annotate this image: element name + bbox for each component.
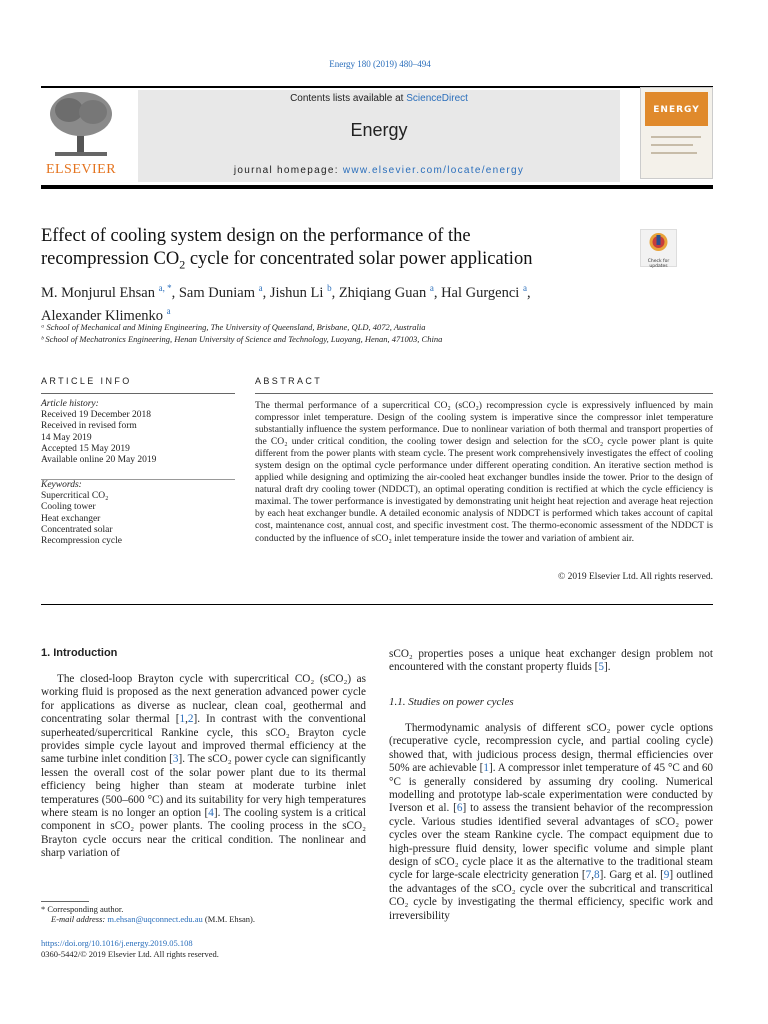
citation-link[interactable]: 7	[585, 869, 592, 882]
cover-band	[645, 92, 708, 126]
continued-paragraph	[389, 648, 713, 675]
email-suffix: (M.M. Ehsan).	[202, 914, 255, 924]
body-text: Thermodynamic analysis of different sCO₂ power cycle options (recuperative cycle, recompression cycle, and partial cooling cycle) showed that, with judicious process design, thermal efficiencies over 50% are achievable [	[389, 722, 713, 775]
doi-link[interactable]	[41, 938, 371, 949]
citation-link[interactable]: 1	[483, 762, 489, 775]
doi-text[interactable]: https://doi.org/10.1016/j.energy.2019.05.108	[41, 938, 193, 948]
journal-reference[interactable]: Energy 180 (2019) 480–494	[329, 59, 431, 69]
homepage-prefix: journal homepage:	[233, 165, 343, 176]
body-text: ] outlined the advantages of the sCO₂ cycle over the subcritical and transcritical CO₂ cycle by investigating the thermal efficiency, specific work and irreversibility	[389, 869, 713, 922]
abstract-rule	[255, 393, 713, 394]
publisher-name: ELSEVIER	[45, 162, 117, 177]
citation-link[interactable]: 8	[594, 869, 600, 882]
article-history-label: Article history:	[41, 399, 99, 409]
author-name[interactable]: M. Monjurul Ehsan	[41, 284, 155, 301]
keyword: Supercritical CO₂	[41, 491, 109, 502]
citation-link[interactable]: 2	[187, 713, 194, 726]
author-affiliation-mark[interactable]: b	[327, 283, 332, 293]
cover-line	[651, 136, 701, 138]
journal-title: Energy	[350, 120, 408, 140]
abstract-copyright: © 2019 Elsevier Ltd. All rights reserved.	[558, 572, 713, 582]
title-line-2-post: cycle for concentrated solar power application	[185, 249, 533, 269]
author-name[interactable]: Jishun Li	[269, 284, 324, 301]
journal-banner	[138, 90, 620, 182]
sciencedirect-link[interactable]: ScienceDirect	[406, 93, 468, 104]
title-line-1: Effect of cooling system design on the performance of the	[41, 226, 471, 246]
homepage-line	[138, 165, 620, 176]
citation-link[interactable]: 1	[179, 713, 186, 726]
article-title	[41, 225, 631, 277]
keyword: Cooling tower	[41, 502, 96, 513]
body-text: sCO₂ properties poses a unique heat exchanger design problem not encountered with the constant property fluids [	[389, 648, 713, 674]
body-separator-rule	[41, 604, 713, 605]
body-text: ]. A compressor inlet temperature of 45 °C and 60 °C is generally considered by assuming dry cooling. Numerical modelling and prototype lab-scale experimentation were conducted by Iverson et al. [	[389, 762, 714, 815]
title-line-2-pre: recompression CO	[41, 249, 180, 269]
crossmark-icon	[641, 230, 676, 254]
author-name[interactable]: Hal Gurgenci	[441, 284, 520, 301]
abstract-heading: ABSTRACT	[255, 376, 323, 386]
subsection-heading-power-cycles: 1.1. Studies on power cycles	[389, 696, 514, 708]
header-top-rule	[41, 86, 713, 88]
email-link[interactable]: m.ehsan@uqconnect.edu.au	[107, 914, 203, 924]
body-text: ]. Garg et al. [	[599, 869, 664, 882]
author-affiliation-mark[interactable]: a	[258, 283, 263, 293]
cover-line	[651, 144, 693, 146]
intro-text: ]. The sCO₂ power cycle can significantly lessen the overall cost of the solar power plant due to its thermal efficiency being higher than steam at moderate turbine inlet temperatures (500–600 °C) and its suitability for very high temperatures where steam is no longer an option [	[41, 753, 366, 820]
intro-text: ]. The cooling system is a critical component in sCO₂ power plants. The cooling process in the sCO₂ Brayton cycle occurs near the critical condition. The nonlinear and sharp variation of	[41, 807, 366, 860]
author-name[interactable]: Alexander Klimenko	[41, 307, 164, 324]
author-name[interactable]: Zhiqiang Guan	[338, 284, 427, 301]
power-cycles-paragraph: Thermodynamic analysis of different sCO₂ power cycle options (recuperative cycle, recompression cycle, and partial cooling cycle) showed that, with judicious process design, thermal efficiencies over 50% are achievable [1]. A compressor inlet temperature of 45 °C and 60 °C is generally considered by assuming dry cooling. Numerical modelling and prototype lab-scale experimentation were conducted by Iverson et al. [6] to assess the transient behavior of the recompression cycle. Various studies identified several advantages of sCO₂ power cycles over the steam Rankine cycle. The compact equipment due to high-pressure fluid density, lower specific volume and simple plant design of sCO₂ cycle place it as the alternative to the traditional steam cycle for large-scale electricity generation [7,8]. Garg et al. [9] outlined the advantages of the sCO₂ cycle over the subcritical and transcritical CO₂ cycle by investigating the thermal efficiency, specific work and irreversibility	[389, 722, 714, 922]
keyword: Recompression cycle	[41, 536, 122, 547]
history-item: 14 May 2019	[41, 432, 92, 443]
history-item: Received in revised form	[41, 421, 137, 432]
affiliation-a: ᵃ School of Mechanical and Mining Engineering, The University of Queensland, Brisbane, QLD, 4072, Australia	[41, 322, 426, 332]
title-subscript: 2	[179, 257, 186, 272]
history-item: Received 19 December 2018	[41, 410, 151, 421]
crossmark-label: Check for updates	[647, 259, 670, 269]
email-label: E-mail address:	[51, 914, 108, 924]
abstract-text: The thermal performance of a supercritical CO₂ (sCO₂) recompression cycle is expressively influenced by main compressor inlet temperature. Design of the cooling system is imperative since the compressor inlet temperature substantially influence the system performance. Due to nonlinear variation of both thermal and transport properties of the CO₂ under critical condition, the cooling tower design and selection for the sCO₂ cycle power plant is quite different from the power plants with steam cycle. The present work comprehensively investigates the effect of cooling system design on the optimal cycle performance under different operating condition. An iterative section method is applied while designing and optimizing the air-cooled heat exchanger bundles inside the tower. Prior to the design of natural draft dry cooling tower (NDDCT), an optimal operating condition is rectified at which the cycle efficiency is maximal. The tower performance is investigated by demonstrating unit height heat rejection and average heat rejection by each heat exchanger bundle. A detailed economic analysis of NDDCT is performed which takes account of capital cost, maintenance cost, annual cost, and specific investment cost. The thermo-economic assessment of the NDDCT is conducted by the influence of sCO₂ inlet temperature inside the tower and variation of ambient air.	[255, 400, 713, 544]
affiliation-b: ᵇ School of Mechatronics Engineering, Henan University of Science and Technology, Luoyang, Henan, 471003, China	[41, 334, 443, 344]
author-list: M. Monjurul Ehsan $^{a, *}$, Sam Duniam $^a$, Jishun Li $^b$, Zhiqiang Guan $^a$, Hal Gurgenci $^a$, Alexander Klimenko $^a$	[41, 283, 531, 324]
history-item: Accepted 15 May 2019	[41, 443, 130, 454]
corresponding-author-note: * Corresponding author.	[41, 904, 124, 914]
article-info-heading: ARTICLE INFO	[41, 376, 132, 386]
contents-line	[138, 93, 620, 104]
author-affiliation-mark[interactable]: a	[429, 283, 434, 293]
author-affiliation-mark[interactable]: a	[166, 305, 171, 316]
section-heading-introduction: 1. Introduction	[41, 647, 118, 659]
citation-link[interactable]: 4	[208, 807, 214, 820]
body-text: ] to assess the transient behavior of the recompression cycle. Various studies identified several advantages of sCO₂ power cycles over the steam Rankine cycle. The compact equipment due to high-pressure fluid density, lower specific volume and simple plant design of sCO₂ cycle place it as the alternative to the traditional steam cycle for large-scale electricity generation [	[389, 802, 713, 882]
body-text: ].	[604, 661, 611, 674]
cover-title: ENERGY	[653, 105, 700, 115]
contents-prefix: Contents lists available at	[290, 93, 407, 104]
footnote-rule	[41, 901, 89, 902]
check-for-updates-button[interactable]	[640, 229, 677, 267]
keyword: Heat exchanger	[41, 513, 101, 524]
header-bottom-rule	[41, 185, 713, 189]
homepage-link[interactable]: www.elsevier.com/locate/energy	[342, 165, 525, 176]
author-affiliation-mark[interactable]: a, *	[158, 283, 172, 293]
keywords-block	[41, 480, 241, 547]
author-affiliation-mark[interactable]: a	[522, 283, 527, 293]
email-note	[41, 914, 381, 925]
journal-cover-thumbnail[interactable]	[640, 87, 713, 179]
issn-line: 0360-5442/© 2019 Elsevier Ltd. All rights reserved.	[41, 949, 219, 959]
article-info-rule	[41, 393, 235, 394]
article-history	[41, 399, 241, 466]
author-name[interactable]: Sam Duniam	[178, 284, 255, 301]
citation-link[interactable]: 6	[456, 802, 463, 815]
elsevier-logo[interactable]	[41, 90, 121, 182]
intro-text: The closed-loop Brayton cycle with supercritical CO₂ (sCO₂) as working fluid is proposed as the next generation advanced power cycle for applications as diverse as nuclear, clean coal, geothermal and concentrating solar thermal [	[41, 673, 366, 726]
keyword: Concentrated solar	[41, 524, 113, 535]
introduction-paragraph: The closed-loop Brayton cycle with supercritical CO₂ (sCO₂) as working fluid is proposed as the next generation advanced power cycle for applications as diverse as nuclear, clean coal, geothermal and concentrating solar thermal [1,2]. In contrast with the conventional superheated/supercritical Rankine cycle, this sCO₂ Brayton cycle provides simple cycle layout and improved thermal efficiency at the same turbine inlet condition [3]. The sCO₂ power cycle can significantly lessen the overall cost of the solar power plant due to its thermal efficiency being higher than steam at moderate turbine inlet temperatures (500–600 °C) and its suitability for very high temperatures where steam is no longer an option [4]. The cooling system is a critical component in sCO₂ power plants. The cooling process in the sCO₂ Brayton cycle occurs near the critical condition. The nonlinear and sharp variation of	[41, 673, 366, 860]
history-item: Available online 20 May 2019	[41, 455, 157, 466]
citation-link[interactable]: 5	[598, 661, 604, 674]
citation-link[interactable]: 9	[663, 869, 670, 882]
elsevier-tree-icon	[47, 90, 115, 160]
intro-text: ]. In contrast with the conventional superheated/supercritical Rankine cycle, this sCO₂ Brayton cycle provides simple cycle layout and improved thermal efficiency at the same turbine inlet condition [	[41, 713, 366, 766]
citation-link[interactable]: 3	[172, 753, 179, 766]
keywords-label: Keywords:	[41, 480, 82, 490]
cover-line	[651, 152, 697, 154]
